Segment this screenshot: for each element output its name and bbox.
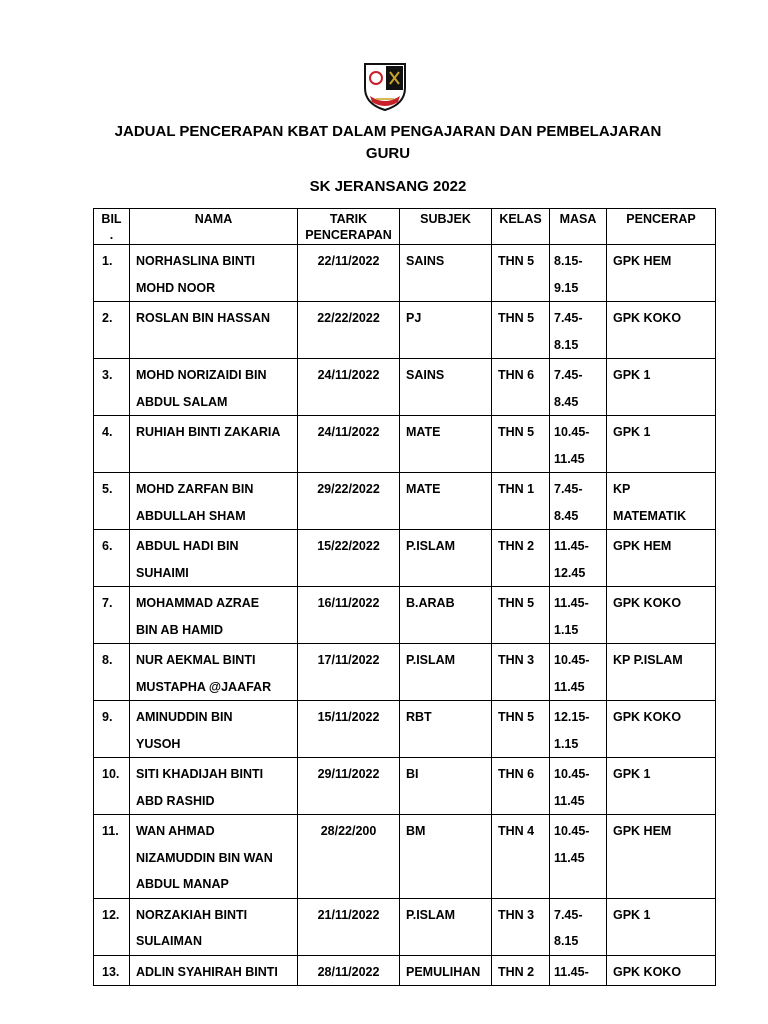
cell-nama: WAN AHMAD NIZAMUDDIN BIN WAN ABDUL MANAP [130, 815, 298, 899]
cell-bil: 11. [94, 815, 130, 899]
cell-pencerap: GPK 1 [607, 898, 716, 955]
cell-kelas: THN 6 [492, 359, 550, 416]
document-title: JADUAL PENCERAPAN KBAT DALAM PENGAJARAN DAN PEMBELAJARAN [114, 123, 662, 140]
cell-pencerap: GPK KOKO [607, 587, 716, 644]
cell-tarikh: 29/11/2022 [298, 758, 400, 815]
cell-pencerap: KP P.ISLAM [607, 644, 716, 701]
cell-pencerap: GPK HEM [607, 530, 716, 587]
cell-nama: MOHD ZARFAN BIN ABDULLAH SHAM [130, 473, 298, 530]
cell-kelas: THN 5 [492, 416, 550, 473]
table-row [94, 815, 716, 899]
cell-bil: 4. [94, 416, 130, 473]
cell-subjek: MATE [400, 473, 492, 530]
school-crest-icon [362, 60, 408, 112]
cell-subjek: BI [400, 758, 492, 815]
cell-kelas: THN 6 [492, 758, 550, 815]
header-tarikh: TARIK PENCERAPAN [298, 209, 400, 245]
cell-masa: 7.45- 8.45 [550, 473, 607, 530]
cell-kelas: THN 2 [492, 955, 550, 986]
cell-bil: 8. [94, 644, 130, 701]
cell-tarikh: 24/11/2022 [298, 359, 400, 416]
cell-nama: ADLIN SYAHIRAH BINTI [130, 955, 298, 986]
table-row [94, 758, 716, 815]
cell-nama: RUHIAH BINTI ZAKARIA [130, 416, 298, 473]
cell-subjek: PEMULIHAN [400, 955, 492, 986]
cell-masa: 10.45- 11.45 [550, 815, 607, 899]
cell-bil: 10. [94, 758, 130, 815]
cell-pencerap: GPK HEM [607, 815, 716, 899]
table-row [94, 530, 716, 587]
cell-masa: 11.45- 12.45 [550, 530, 607, 587]
cell-tarikh: 16/11/2022 [298, 587, 400, 644]
cell-kelas: THN 1 [492, 473, 550, 530]
cell-subjek: SAINS [400, 359, 492, 416]
table-row [94, 359, 716, 416]
cell-pencerap: GPK KOKO [607, 701, 716, 758]
cell-tarikh: 29/22/2022 [298, 473, 400, 530]
cell-masa: 10.45- 11.45 [550, 644, 607, 701]
school-name: SK JERANSANG 2022 [309, 178, 467, 195]
header-bil: BIL . [94, 209, 130, 245]
cell-masa: 8.15- 9.15 [550, 245, 607, 302]
observation-schedule-table [93, 208, 716, 986]
cell-subjek: P.ISLAM [400, 644, 492, 701]
cell-nama: ROSLAN BIN HASSAN [130, 302, 298, 359]
cell-tarikh: 21/11/2022 [298, 898, 400, 955]
cell-nama: AMINUDDIN BIN YUSOH [130, 701, 298, 758]
cell-nama: MOHAMMAD AZRAE BIN AB HAMID [130, 587, 298, 644]
cell-bil: 3. [94, 359, 130, 416]
cell-bil: 6. [94, 530, 130, 587]
cell-masa: 11.45- [550, 955, 607, 986]
table-row [94, 302, 716, 359]
cell-masa: 11.45- 1.15 [550, 587, 607, 644]
cell-kelas: THN 2 [492, 530, 550, 587]
cell-nama: NORZAKIAH BINTI SULAIMAN [130, 898, 298, 955]
cell-tarikh: 28/11/2022 [298, 955, 400, 986]
table-row [94, 701, 716, 758]
cell-pencerap: GPK 1 [607, 758, 716, 815]
cell-pencerap: GPK 1 [607, 416, 716, 473]
table-row [94, 473, 716, 530]
cell-pencerap: GPK 1 [607, 359, 716, 416]
cell-masa: 7.45- 8.15 [550, 898, 607, 955]
cell-bil: 1. [94, 245, 130, 302]
cell-pencerap: GPK KOKO [607, 955, 716, 986]
cell-bil: 7. [94, 587, 130, 644]
cell-subjek: PJ [400, 302, 492, 359]
header-masa: MASA [550, 209, 607, 245]
cell-subjek: P.ISLAM [400, 898, 492, 955]
cell-tarikh: 24/11/2022 [298, 416, 400, 473]
cell-subjek: P.ISLAM [400, 530, 492, 587]
cell-nama: SITI KHADIJAH BINTI ABD RASHID [130, 758, 298, 815]
cell-pencerap: GPK HEM [607, 245, 716, 302]
cell-subjek: RBT [400, 701, 492, 758]
header-kelas: KELAS [492, 209, 550, 245]
cell-kelas: THN 4 [492, 815, 550, 899]
cell-bil: 13. [94, 955, 130, 986]
cell-tarikh: 22/22/2022 [298, 302, 400, 359]
cell-tarikh: 15/22/2022 [298, 530, 400, 587]
cell-subjek: MATE [400, 416, 492, 473]
cell-kelas: THN 3 [492, 644, 550, 701]
cell-kelas: THN 5 [492, 245, 550, 302]
cell-bil: 5. [94, 473, 130, 530]
cell-kelas: THN 3 [492, 898, 550, 955]
cell-pencerap: GPK KOKO [607, 302, 716, 359]
cell-kelas: THN 5 [492, 701, 550, 758]
document-title-continued: GURU [365, 145, 411, 162]
header-pencerap: PENCERAP [607, 209, 716, 245]
table-row [94, 955, 716, 986]
cell-tarikh: 28/22/200 [298, 815, 400, 899]
header-subjek: SUBJEK [400, 209, 492, 245]
cell-tarikh: 22/11/2022 [298, 245, 400, 302]
table-header-row [94, 209, 716, 245]
cell-kelas: THN 5 [492, 587, 550, 644]
cell-masa: 10.45- 11.45 [550, 416, 607, 473]
cell-nama: MOHD NORIZAIDI BIN ABDUL SALAM [130, 359, 298, 416]
cell-tarikh: 15/11/2022 [298, 701, 400, 758]
cell-bil: 9. [94, 701, 130, 758]
cell-nama: NUR AEKMAL BINTI MUSTAPHA @JAAFAR [130, 644, 298, 701]
cell-bil: 2. [94, 302, 130, 359]
cell-masa: 7.45- 8.45 [550, 359, 607, 416]
cell-masa: 7.45- 8.15 [550, 302, 607, 359]
cell-nama: NORHASLINA BINTI MOHD NOOR [130, 245, 298, 302]
table-row [94, 587, 716, 644]
header-nama: NAMA [130, 209, 298, 245]
table-row [94, 644, 716, 701]
cell-subjek: SAINS [400, 245, 492, 302]
cell-nama: ABDUL HADI BIN SUHAIMI [130, 530, 298, 587]
cell-masa: 10.45- 11.45 [550, 758, 607, 815]
table-row [94, 898, 716, 955]
cell-tarikh: 17/11/2022 [298, 644, 400, 701]
cell-masa: 12.15- 1.15 [550, 701, 607, 758]
cell-subjek: BM [400, 815, 492, 899]
cell-kelas: THN 5 [492, 302, 550, 359]
table-row [94, 416, 716, 473]
cell-bil: 12. [94, 898, 130, 955]
cell-subjek: B.ARAB [400, 587, 492, 644]
cell-pencerap: KP MATEMATIK [607, 473, 716, 530]
table-row [94, 245, 716, 302]
